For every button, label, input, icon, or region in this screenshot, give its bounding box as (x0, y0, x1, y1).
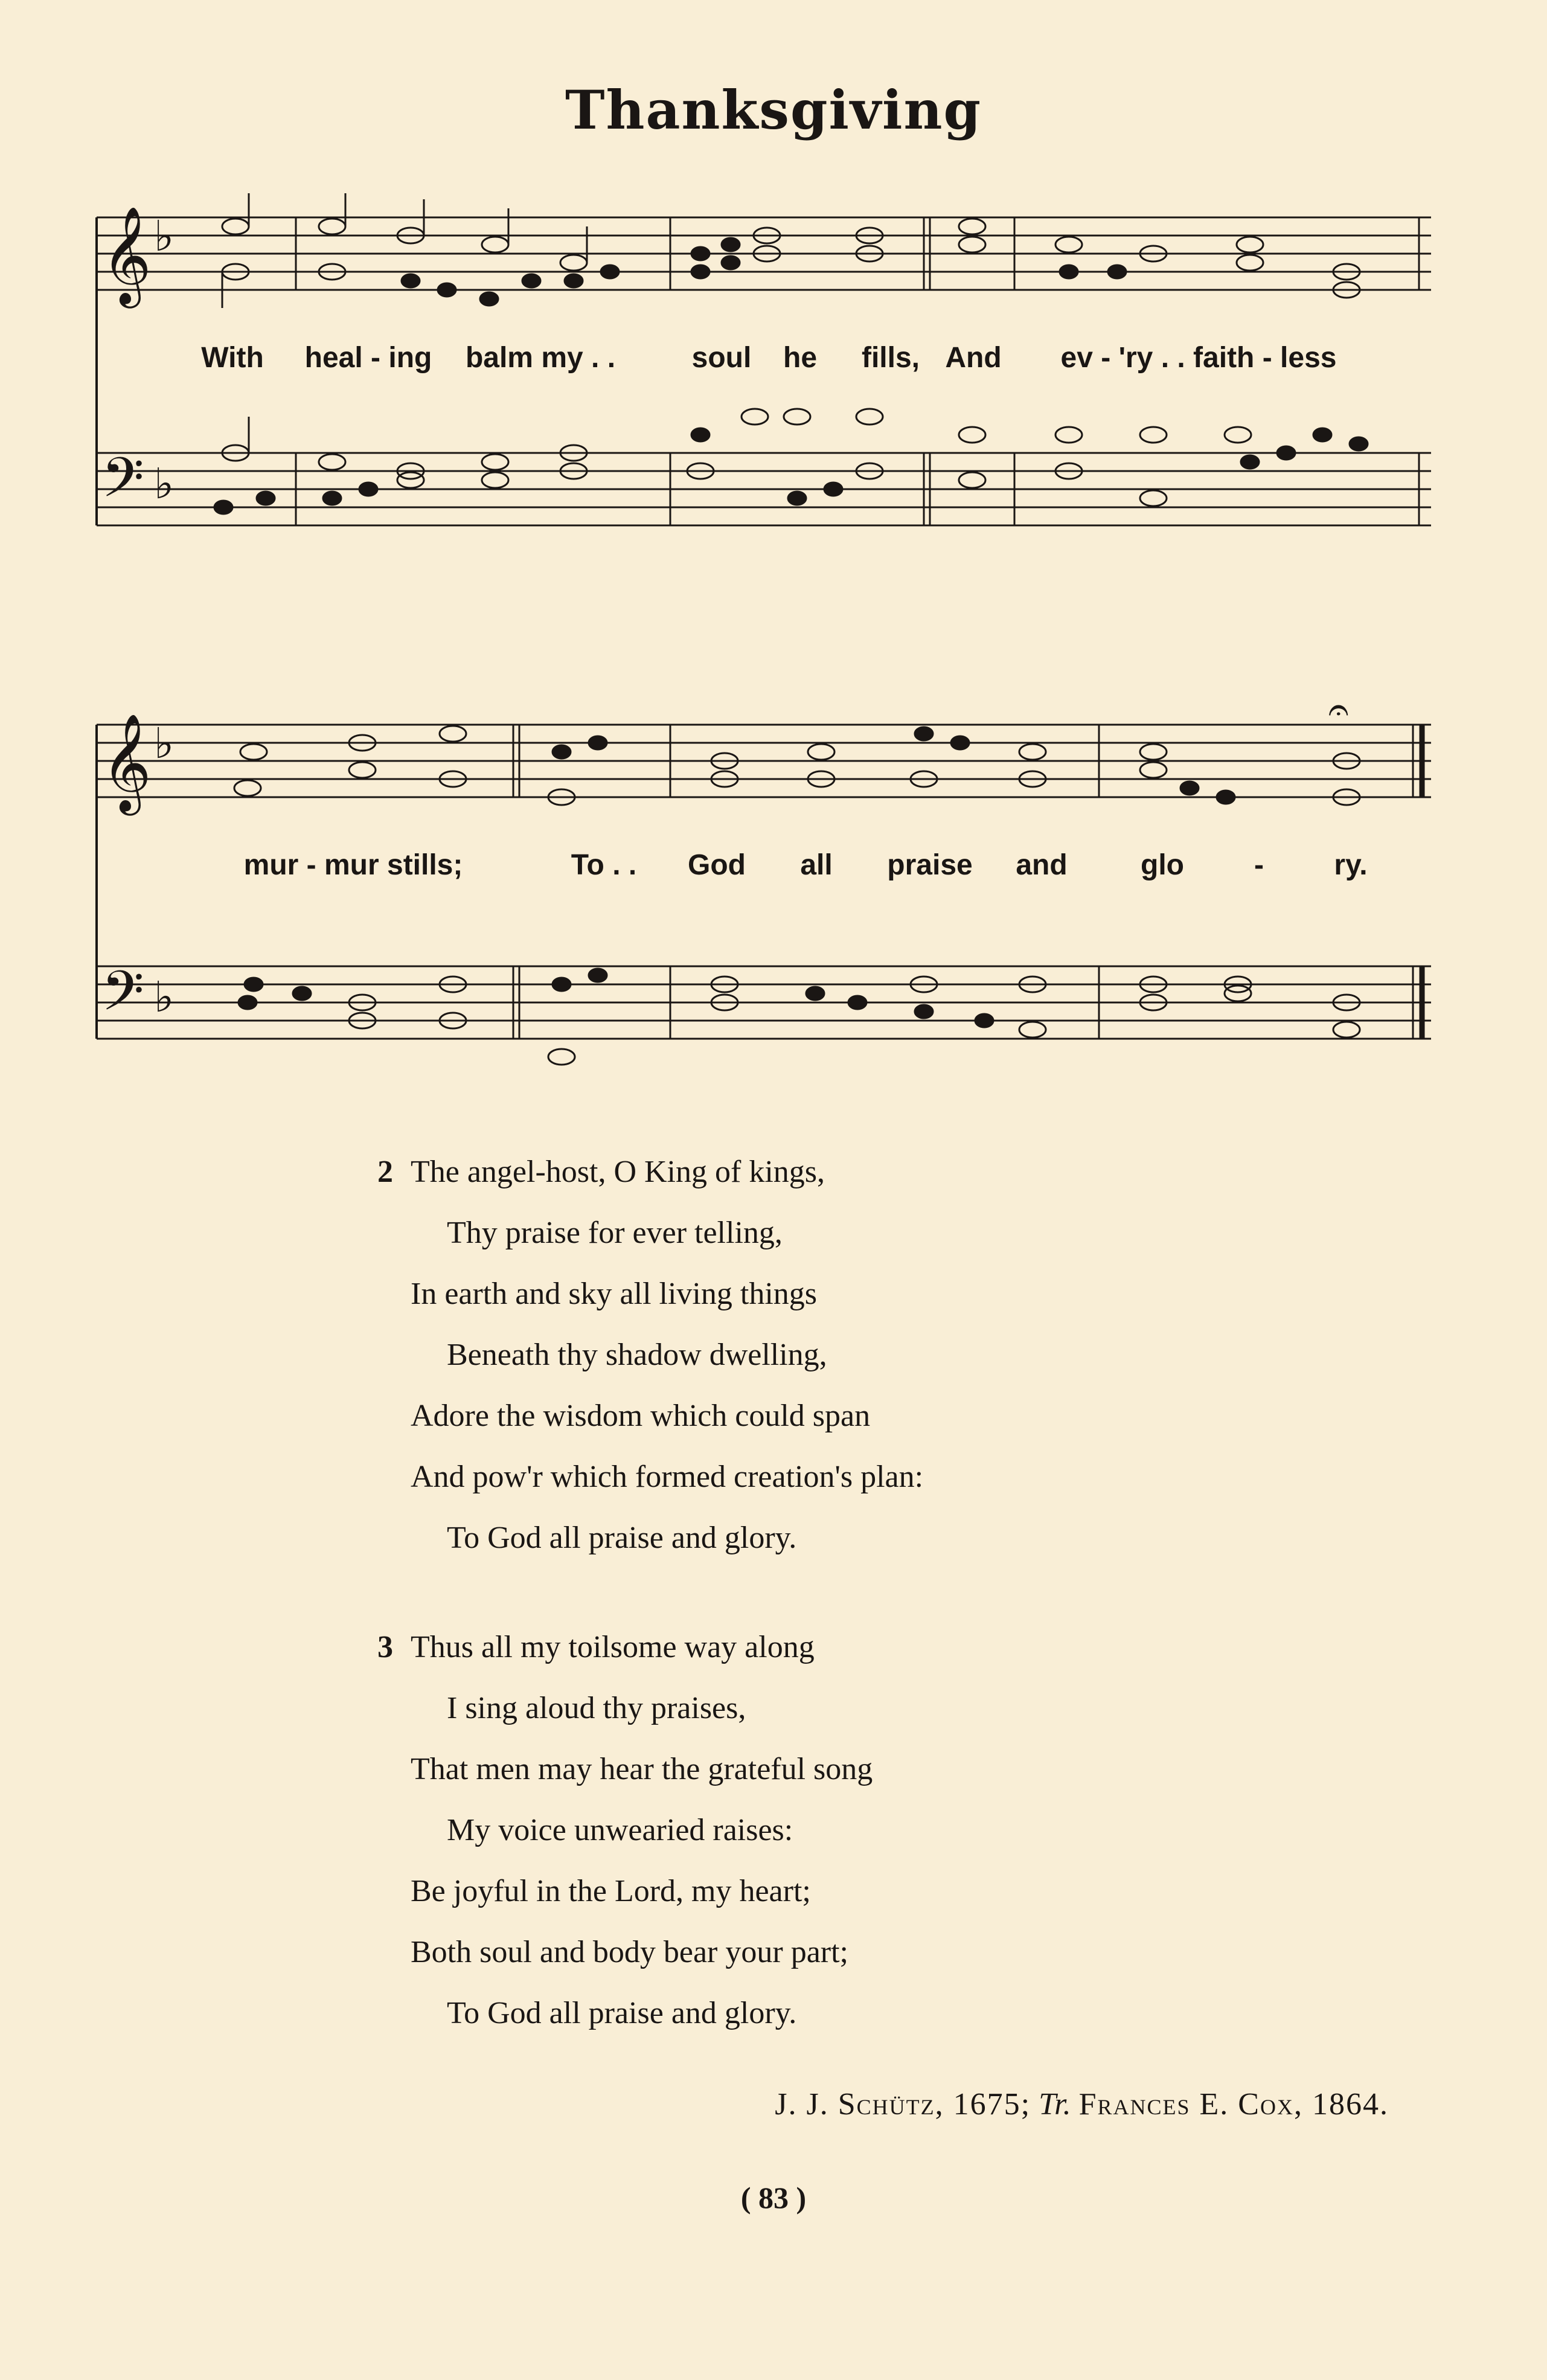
flat-icon: ♭ (154, 211, 175, 261)
lyric-syllable: soul (691, 342, 752, 374)
lyric-syllable: glo (1141, 849, 1184, 881)
verse-line: To God all praise and glory. (447, 1996, 797, 2030)
verses (377, 1141, 1437, 2092)
lyric-syllable: all (800, 849, 833, 881)
verse-line: The angel-host, O King of kings, (411, 1155, 825, 1189)
lyric-syllable: and (1016, 849, 1068, 881)
lyric-syllable: mur - mur stills; (243, 849, 463, 881)
lyric-syllable: - (1254, 849, 1264, 881)
fermata-icon: 𝄐 (1328, 701, 1349, 731)
page-number: ( 83 ) (740, 2181, 807, 2215)
verse-line: Adore the wisdom which could span (411, 1399, 871, 1433)
bass-clef-icon: 𝄢 (101, 959, 144, 1036)
bass-clef-icon: 𝄢 (101, 446, 144, 523)
lyric-syllable: he (783, 342, 818, 374)
lyric-syllable: ry. (1334, 849, 1368, 881)
verse-line: I sing aloud thy praises, (447, 1691, 746, 1725)
lyric-syllable: With (201, 342, 264, 374)
lyric-syllable: God (688, 849, 746, 881)
attribution (0, 2087, 1389, 2122)
music-score-2 (91, 701, 1437, 1075)
verse-line: Be joyful in the Lord, my heart; (411, 1874, 811, 1908)
lyric-syllable: praise (887, 849, 973, 881)
music-system-2 (91, 701, 1437, 1075)
flat-icon: ♭ (154, 459, 175, 508)
verse-number: 2 (377, 1155, 393, 1189)
verse-line: To God all praise and glory. (447, 1521, 797, 1555)
lyric-syllable: To . . (571, 849, 637, 881)
lyric-syllable: ev - 'ry . . faith - less (1060, 342, 1337, 374)
translator: Frances E. Cox, 1864. (1078, 2087, 1389, 2122)
flat-icon: ♭ (154, 719, 175, 768)
treble-clef-icon: 𝄞 (101, 713, 152, 812)
translation-label: Tr. (1039, 2087, 1071, 2122)
hymn-title: Thanksgiving (565, 79, 982, 141)
verse-line: Beneath thy shadow dwelling, (447, 1338, 827, 1372)
lyric-syllable: And (945, 342, 1002, 374)
verse-3 (377, 1617, 1437, 2044)
lyric-syllable: balm my . . (465, 342, 616, 374)
author: J. J. Schütz, 1675; (775, 2087, 1031, 2122)
flat-icon: ♭ (154, 972, 175, 1022)
verse-2 (377, 1141, 1437, 1568)
lyric-syllable: fills, (861, 342, 920, 374)
lyric-syllable: heal - ing (304, 342, 432, 374)
verse-line: That men may hear the grateful song (411, 1752, 873, 1786)
treble-clef-icon: 𝄞 (101, 206, 152, 304)
verse-number: 3 (377, 1630, 393, 1664)
verse-line: My voice unwearied raises: (447, 1813, 793, 1847)
verse-line: And pow'r which formed creation's plan: (411, 1460, 924, 1494)
verse-line: Thus all my toilsome way along (411, 1630, 815, 1664)
verse-line: In earth and sky all living things (411, 1277, 818, 1311)
verse-line: Thy praise for ever telling, (447, 1216, 783, 1250)
verse-line: Both soul and body bear your part; (411, 1935, 848, 1969)
